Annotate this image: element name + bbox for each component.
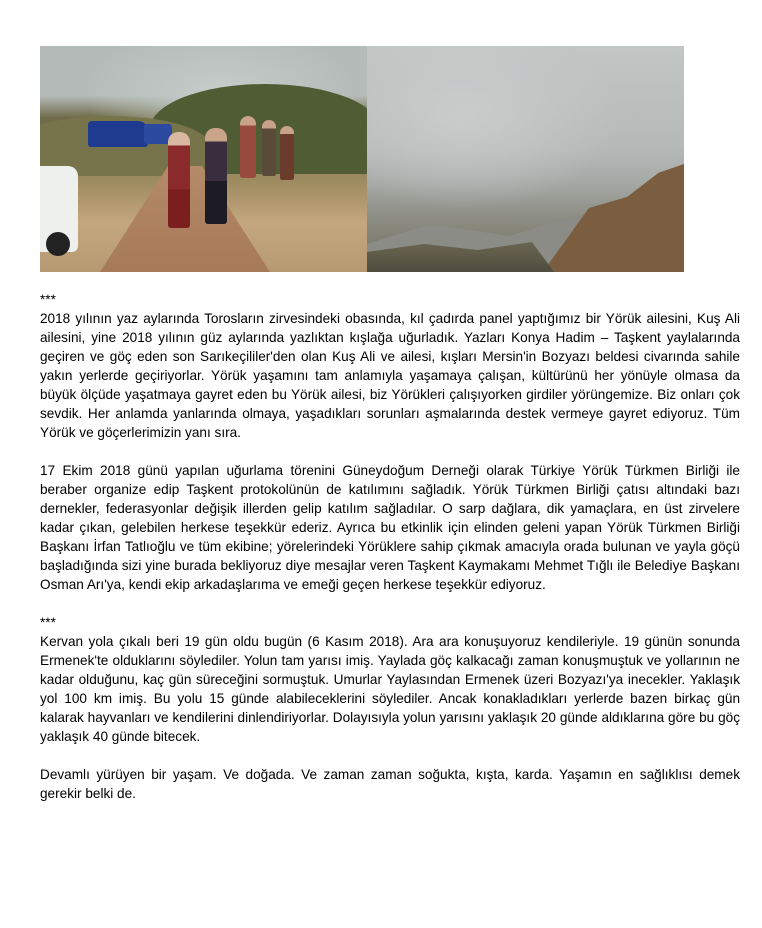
yoruk-family-walking-photo (40, 46, 367, 272)
section-separator: *** (40, 615, 56, 630)
paragraph-gap (40, 442, 740, 461)
walker-figure (280, 126, 294, 180)
article-body (40, 290, 740, 803)
car-wheel-shape (46, 232, 70, 256)
section-separator: *** (40, 292, 56, 307)
paragraph-caravan: Kervan yola çıkalı beri 19 gün oldu bugün (6 Kasım 2018). Ara ara konuşuyoruz kendileriyle. 19 günün sonunda Ermenek'te olduklarını söylediler. Yolun tam yarısı imiş. Yaylada göç kalkacağı zaman konuşmuştuk ve yollarının ne kadar olduğunu, kaç gün süreceğini sormuştuk. Umurlar Yaylasından Ermenek üzeri Bozyazı'ya inecekler. Yaklaşık yol 100 km imiş. Bu yolu 15 günde alabileceklerini söylediler. Ancak konakladıkları yerlerde bazen birkaç gün kalarak hayvanları ve kendilerini dinlendiriyorlar. Dolayısıyla yolun yarısını yaklaşık 20 günde aldıklarına göre bu göç yaklaşık 40 günde bitecek. (40, 634, 740, 744)
walker-figure (205, 128, 227, 224)
walker-figure (168, 132, 190, 228)
misty-mountain-valley-photo (367, 46, 684, 272)
walker-figure (240, 116, 256, 178)
blue-truck-shape (88, 121, 148, 147)
walker-figure (262, 120, 276, 176)
photo-row (40, 46, 684, 272)
paragraph-gap (40, 594, 740, 613)
paragraph-closing: Devamlı yürüyen bir yaşam. Ve doğada. Ve zaman zaman soğukta, kışta, karda. Yaşamın en sağlıklısı demek gerekir belki de. (40, 767, 740, 801)
paragraph-ceremony: 17 Ekim 2018 günü yapılan uğurlama törenini Güneydoğum Derneği olarak Türkiye Yörük Türkmen Birliği ile beraber organize edip Taşkent protokolünün de katılımını sağladık. Yörük Türkmen Birliği çatısı altındaki bazı dernekler, federasyonlar değişik illerden gelip katılım sağladılar. O sarp dağlara, dik yamaçlara, en üst zirvelere kadar çıkan, gelebilen herkese teşekkür ederiz. Ayrıca bu etkinlik için elinden geleni yapan Yörük Türkmen Birliği Başkanı İrfan Tatlıoğlu ve tüm ekibine; yörelerindeki Yörüklere sahip çıkmak amacıyla orada bulunan ve yayla göçü başladığında sizi yine burada bekliyoruz diye mesajlar veren Taşkent Kaymakamı Mehmet Tığlı ile Belediye Başkanı Osman Arı'ya, kendi ekip arkadaşlarıma ve emeği geçen herkese teşekkür ediyoruz. (40, 463, 740, 592)
paragraph-gap (40, 746, 740, 765)
paragraph-intro: 2018 yılının yaz aylarında Torosların zirvesindeki obasında, kıl çadırda panel yaptığımız bir Yörük ailesini, Kuş Ali ailesini, yine 2018 yılının güz aylarında yazlıktan kışlağa uğurladık. Yazları Konya Hadim – Taşkent yaylalarında geçiren ve göç eden son Sarıkeçililer'den olan Kuş Ali ve ailesi, kışları Mersin'in Bozyazı beldesi civarında sahile yakın yerlerde geçiriyorlar. Yörük yaşamını tam anlamıyla yaşamaya çalışan, kültürünü her yönüyle olmasa da büyük ölçüde yaşatmaya gayret eden bu Yörük ailesi, biz Yörükleri çalışıyorken girdiler yörüngemize. Biz onları çok sevdik. Her anlamda yanlarında olmaya, yaşadıkları sorunları aşmalarında destek vermeye gayret ediyoruz. Tüm Yörük ve göçerlerimizin yanı sıra. (40, 311, 740, 440)
